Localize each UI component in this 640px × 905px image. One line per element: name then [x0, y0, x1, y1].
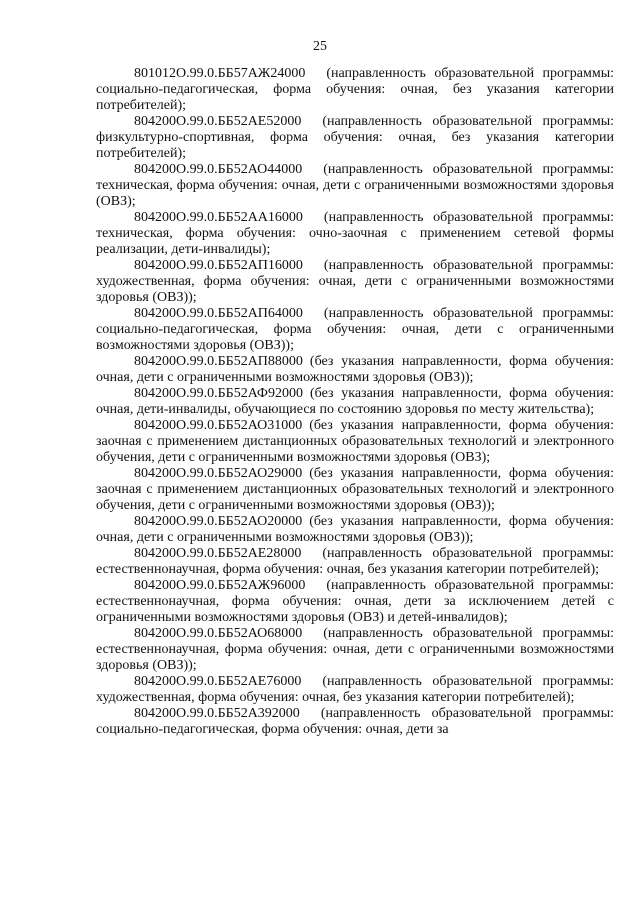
- list-item: [96, 66, 614, 114]
- list-item: [96, 578, 614, 626]
- list-item: [96, 418, 614, 466]
- list-item: [96, 546, 614, 578]
- service-description: (направленность образовательной программы: художественная, форма обучения: очная, без указания категории потребителей);: [96, 674, 614, 705]
- service-code: 804200О.99.0.ББ52АО20000: [134, 514, 303, 529]
- list-item: [96, 626, 614, 674]
- service-code: 801012О.99.0.ББ57АЖ24000: [134, 66, 306, 81]
- service-code: 804200О.99.0.ББ52АЕ28000: [134, 546, 302, 561]
- service-description: (без указания направленности, форма обучения: заочная с применением дистанционных образовательных технологий и электронного обучения, дети с ограниченными возможностями здоровья (ОВЗ));: [96, 466, 614, 513]
- service-code: 804200О.99.0.ББ52АЕ52000: [134, 114, 302, 129]
- service-description: (направленность образовательной программы: физкультурно-спортивная, форма обучения: очная, без указания категории потребителей);: [96, 114, 614, 161]
- service-description: (направленность образовательной программы: социально-педагогическая, форма обучения: очная, дети с ограниченными возможностями здоровья (ОВЗ));: [96, 306, 614, 353]
- list-item: [96, 114, 614, 162]
- list-item: [96, 466, 614, 514]
- service-description: (направленность образовательной программы: естественнонаучная, форма обучения: очная, дети за исключением детей с ограниченными возможностями здоровья (ОВЗ) и детей-инвалидов);: [96, 578, 614, 625]
- list-item: [96, 706, 614, 738]
- list-item: [96, 258, 614, 306]
- list-item: [96, 306, 614, 354]
- service-description: (направленность образовательной программы: социально-педагогическая, форма обучения: очная, дети за: [96, 706, 614, 737]
- service-description: (без указания направленности, форма обучения: заочная с применением дистанционных образовательных технологий и электронного обучения, дети с ограниченными возможностями здоровья (ОВЗ);: [96, 418, 614, 465]
- service-code: 804200О.99.0.ББ52АП64000: [134, 306, 303, 321]
- service-code: 804200О.99.0.ББ52АФ92000: [134, 386, 303, 401]
- service-code: 804200О.99.0.ББ52АП16000: [134, 258, 303, 273]
- list-item: [96, 386, 614, 418]
- service-description: (направленность образовательной программы: техническая, форма обучения: очная, дети с ограниченными возможностями здоровья (ОВЗ);: [96, 162, 614, 209]
- list-item: [96, 210, 614, 258]
- service-description: (направленность образовательной программы: техническая, форма обучения: очно-заочная с применением сетевой формы реализации, дети-инвалиды);: [96, 210, 614, 257]
- service-description: (направленность образовательной программы: художественная, форма обучения: очная, дети с ограниченными возможностями здоровья (ОВЗ));: [96, 258, 614, 305]
- list-item: [96, 354, 614, 386]
- service-description: (без указания направленности, форма обучения: очная, дети-инвалиды, обучающиеся по состоянию здоровья по месту жительства);: [96, 386, 614, 417]
- service-code: 804200О.99.0.ББ52АО44000: [134, 162, 303, 177]
- service-code: 804200О.99.0.ББ52А392000: [134, 706, 300, 721]
- service-description: (без указания направленности, форма обучения: очная, дети с ограниченными возможностями здоровья (ОВЗ));: [96, 514, 614, 545]
- service-code: 804200О.99.0.ББ52АП88000: [134, 354, 303, 369]
- service-code: 804200О.99.0.ББ52АО31000: [134, 418, 303, 433]
- document-body: [96, 66, 614, 738]
- service-code: 804200О.99.0.ББ52АО68000: [134, 626, 303, 641]
- page-number: 25: [313, 39, 327, 54]
- service-description: (направленность образовательной программы: естественнонаучная, форма обучения: очная, без указания категории потребителей);: [96, 546, 614, 577]
- service-code: 804200О.99.0.ББ52АА16000: [134, 210, 303, 225]
- service-description: (направленность образовательной программы: социально-педагогическая, форма обучения: очная, без указания категории потребителей);: [96, 66, 614, 113]
- service-code: 804200О.99.0.ББ52АЕ76000: [134, 674, 302, 689]
- list-item: [96, 162, 614, 210]
- service-description: (без указания направленности, форма обучения: очная, дети с ограниченными возможностями здоровья (ОВЗ));: [96, 354, 614, 385]
- list-item: [96, 514, 614, 546]
- list-item: [96, 674, 614, 706]
- service-code: 804200О.99.0.ББ52АЖ96000: [134, 578, 306, 593]
- service-code: 804200О.99.0.ББ52АО29000: [134, 466, 303, 481]
- service-description: (направленность образовательной программы: естественнонаучная, форма обучения: очная, дети с ограниченными возможностями здоровья (ОВЗ));: [96, 626, 614, 673]
